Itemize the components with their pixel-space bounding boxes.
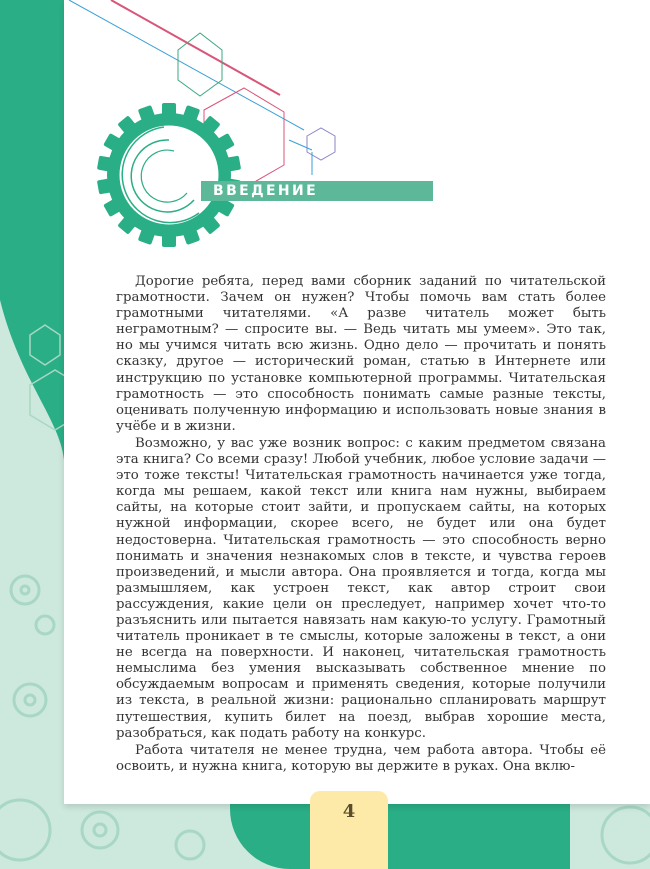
page-number: 4 <box>342 801 356 822</box>
gear-icon <box>97 103 241 247</box>
intro-text <box>116 274 606 776</box>
section-title: ВВЕДЕНИЕ <box>213 183 319 199</box>
paragraph: Возможно, у вас уже возник вопрос: с каким предметом связана эта книга? Со всеми сразу! Любой учебник, любое условие задачи — это тоже тексты! Читательская грамотность начинается уже тогда, когда мы решаем, какой текст или книга нам нужны, выбираем сайты, на которые стоит зайти, и пропускаем сайты, на которых нужной информации, скорее всего, не будет или она будет недостоверна. Читательская грамотность — это способность верно понимать и значения незнакомых слов в тексте, и чувства героев произведений, и мысли автора. Она проявляется и тогда, когда мы размышляем, как устроен текст, как автор строит свои рассуждения, какие цели он преследует, например хочет что-то разъяснить или пытается навязать нам какую-то услугу. Грамотный читатель проникает в те смыслы, которые заложены в текст, а они не всегда на поверхности. И наконец, читательская грамотность немыслима без умения высказывать собственное мнение по обсуждаемым вопросам и применять сведения, которые получили из текста, в реальной жизни: рационально спланировать маршрут путешествия, купить билет на поезд, выбрав хорошие места, разобраться, как подать работу на конкурс. <box>116 435 606 741</box>
page-number-tab <box>310 791 388 869</box>
paragraph: Работа читателя не менее трудна, чем работа автора. Чтобы её освоить, и нужна книга, которую вы держите в руках. Она вклю- <box>116 742 606 774</box>
book-page <box>64 0 650 804</box>
paragraph: Дорогие ребята, перед вами сборник заданий по читательской грамотности. Зачем он нужен? Чтобы помочь вам стать более грамотными читателями. «А разве читатель может быть неграмотным? — спросите вы. — Ведь читать мы умеем». Это так, но мы учимся читать всю жизнь. Одно дело — прочитать и понять сказку, другое — исторический роман, статью в Интернете или инструкцию по установке компьютерной программы. Читательская грамотность — это способность понимать самые разные тексты, оценивать полученную информацию и использовать новые знания в учёбе и в жизни. <box>116 274 606 434</box>
header-decoration <box>64 0 650 270</box>
footer-green-shape <box>230 804 570 869</box>
section-title-banner <box>201 181 433 201</box>
hexagon-icon <box>307 128 335 160</box>
